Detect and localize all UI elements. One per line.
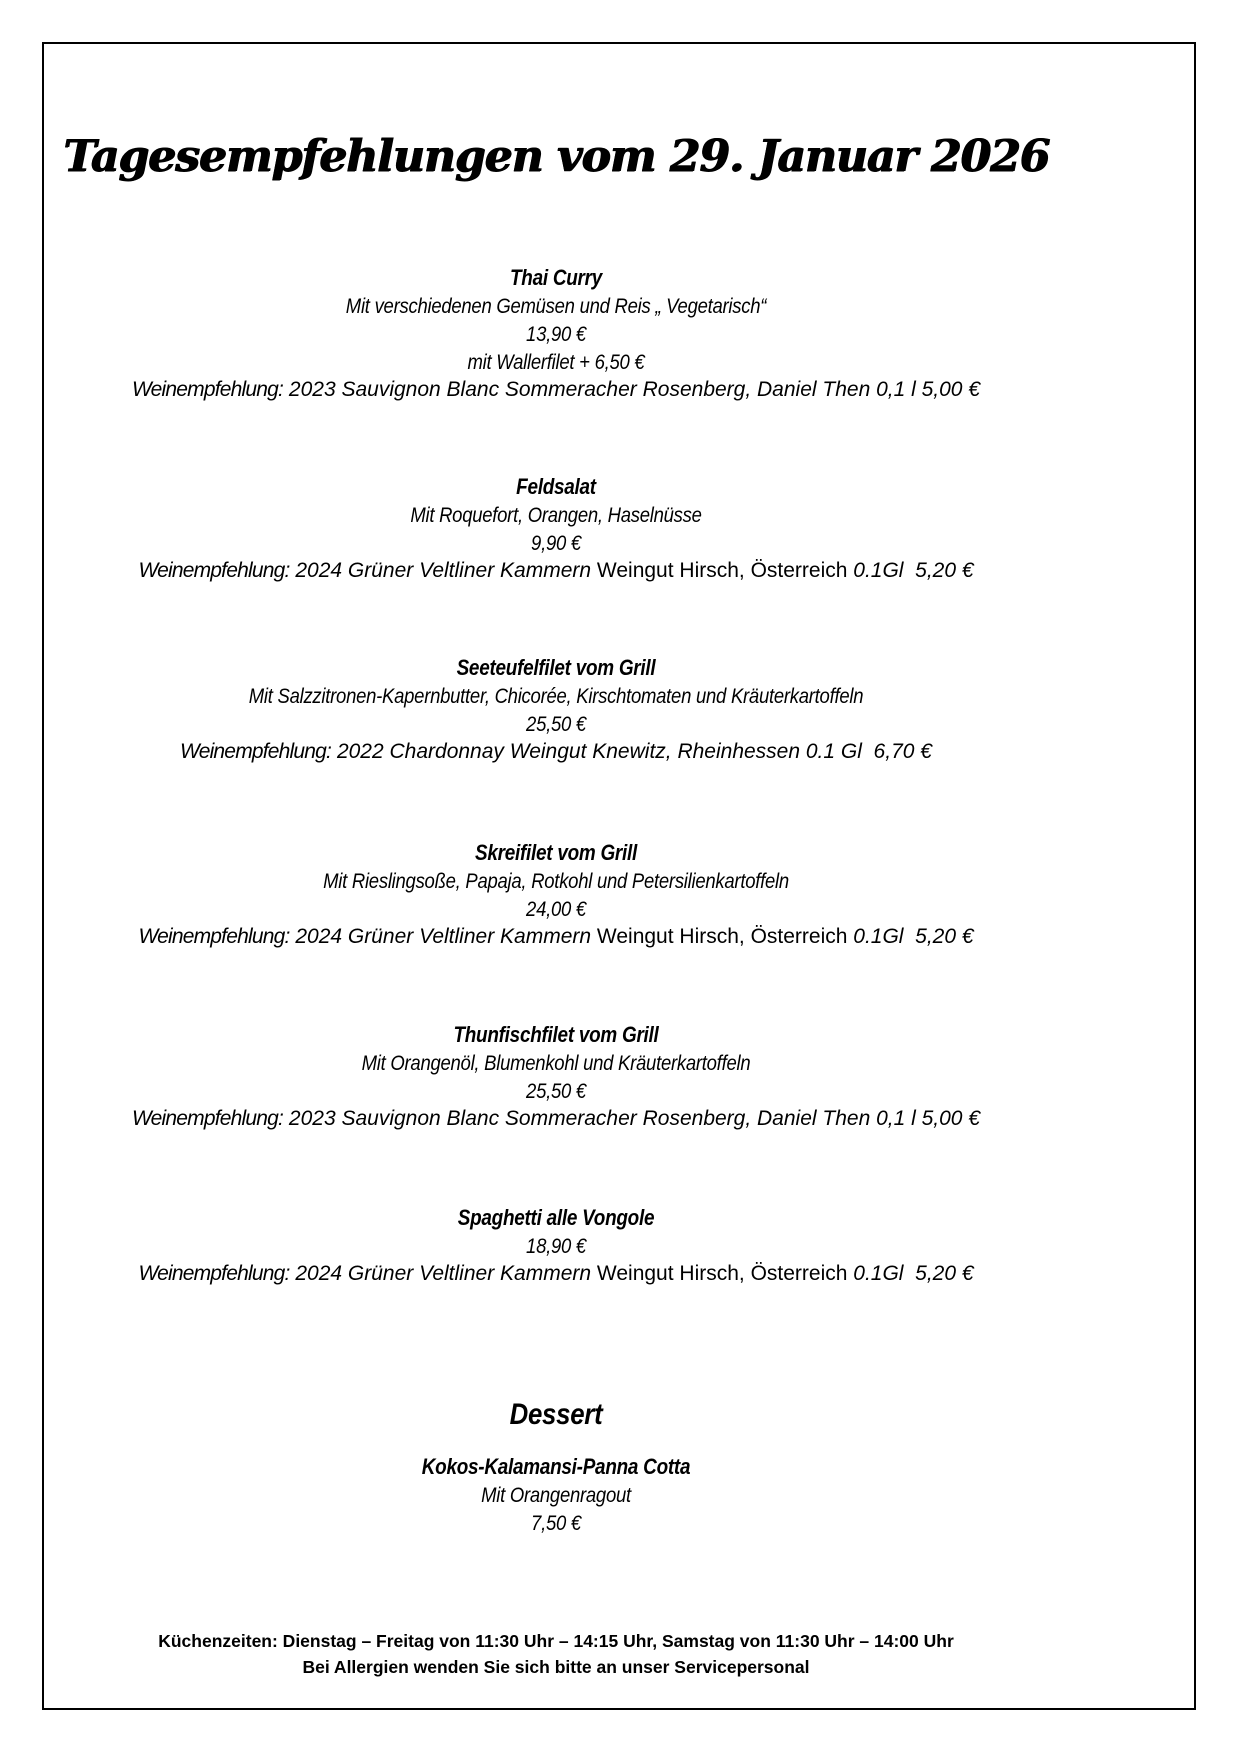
dish-section-seeteufelfilet [42, 654, 1070, 766]
wine-label: Weinempfehlung: [180, 740, 332, 763]
wine-recommendation [42, 1105, 1070, 1133]
winery-text: Weingut Hirsch, Österreich [596, 925, 848, 948]
dish-section-thai-curry [42, 264, 1070, 404]
dish-name: Thunfischfilet vom Grill [453, 1022, 659, 1047]
wine-label: Weinempfehlung: [138, 925, 290, 948]
dessert-section [42, 1395, 1070, 1537]
dessert-description: Mit Orangenragout [481, 1483, 631, 1507]
dessert-heading: Dessert [509, 1398, 603, 1431]
kitchen-hours-note: Küchenzeiten: Dienstag – Freitag von 11:30 Uhr – 14:15 Uhr, Samstag von 11:30 Uhr – 14:00 Uhr [158, 1631, 954, 1651]
menu-content [42, 42, 1198, 1712]
wine-label: Weinempfehlung: [138, 559, 290, 582]
dish-section-skreifilet [42, 839, 1070, 951]
wine-recommendation [42, 1260, 1070, 1288]
wine-price: 0.1Gl 5,20 € [853, 925, 974, 948]
dish-price: 24,00 € [526, 897, 586, 921]
wine-recommendation [42, 557, 1070, 585]
dish-description: Mit Orangenöl, Blumenkohl und Kräuterkartoffeln [361, 1051, 751, 1075]
wine-text: 2024 Grüner Veltliner Kammern [295, 925, 592, 948]
allergy-note: Bei Allergien wenden Sie sich bitte an unser Servicepersonal [302, 1657, 810, 1677]
wine-recommendation [42, 376, 1070, 404]
wine-text: 2022 Chardonnay Weingut Knewitz, Rheinhessen 0.1 Gl 6,70 € [336, 740, 932, 763]
dish-name: Skreifilet vom Grill [474, 840, 638, 865]
dish-price: 25,50 € [526, 1079, 586, 1103]
dessert-price: 7,50 € [531, 1511, 581, 1535]
dish-price: 9,90 € [531, 531, 581, 555]
dish-name: Thai Curry [509, 265, 603, 290]
dish-section-feldsalat [42, 473, 1070, 585]
dish-price: 18,90 € [526, 1234, 586, 1258]
wine-label: Weinempfehlung: [138, 1262, 290, 1285]
wine-price: 0.1Gl 5,20 € [853, 1262, 974, 1285]
wine-label: Weinempfehlung: [132, 378, 284, 401]
winery-text: Weingut Hirsch, Österreich [596, 1262, 848, 1285]
dessert-name: Kokos-Kalamansi-Panna Cotta [421, 1454, 691, 1479]
dish-description: Mit verschiedenen Gemüsen und Reis „ Vegetarisch“ [345, 294, 767, 318]
winery-text: Weingut Hirsch, Österreich [596, 559, 848, 582]
wine-recommendation [42, 738, 1070, 766]
wine-price: 0.1Gl 5,20 € [853, 559, 974, 582]
wine-label: Weinempfehlung: [132, 1107, 284, 1130]
wine-text: 2024 Grüner Veltliner Kammern [295, 1262, 592, 1285]
dish-section-thunfischfilet [42, 1021, 1070, 1133]
dish-section-spaghetti-vongole [42, 1204, 1070, 1288]
page-title: Tagesempfehlungen vom 29. Januar 2026 [63, 131, 1049, 182]
dish-description: Mit Rieslingsoße, Papaja, Rotkohl und Petersilienkartoffeln [323, 869, 789, 893]
wine-text: 2023 Sauvignon Blanc Sommeracher Rosenberg, Daniel Then 0,1 l 5,00 € [288, 378, 980, 401]
wine-recommendation [42, 923, 1070, 951]
wine-text: 2023 Sauvignon Blanc Sommeracher Rosenberg, Daniel Then 0,1 l 5,00 € [288, 1107, 980, 1130]
dish-name: Feldsalat [516, 474, 596, 499]
wine-text: 2024 Grüner Veltliner Kammern [295, 559, 592, 582]
dish-extra-option: mit Wallerfilet + 6,50 € [467, 350, 645, 374]
dish-name: Spaghetti alle Vongole [457, 1205, 655, 1230]
dish-price: 25,50 € [526, 712, 586, 736]
dish-price: 13,90 € [526, 322, 586, 346]
dish-description: Mit Salzzitronen-Kapernbutter, Chicorée, Kirschtomaten und Kräuterkartoffeln [248, 684, 864, 708]
dish-name: Seeteufelfilet vom Grill [456, 655, 656, 680]
dish-description: Mit Roquefort, Orangen, Haselnüsse [410, 503, 702, 527]
footer [42, 1628, 1070, 1680]
